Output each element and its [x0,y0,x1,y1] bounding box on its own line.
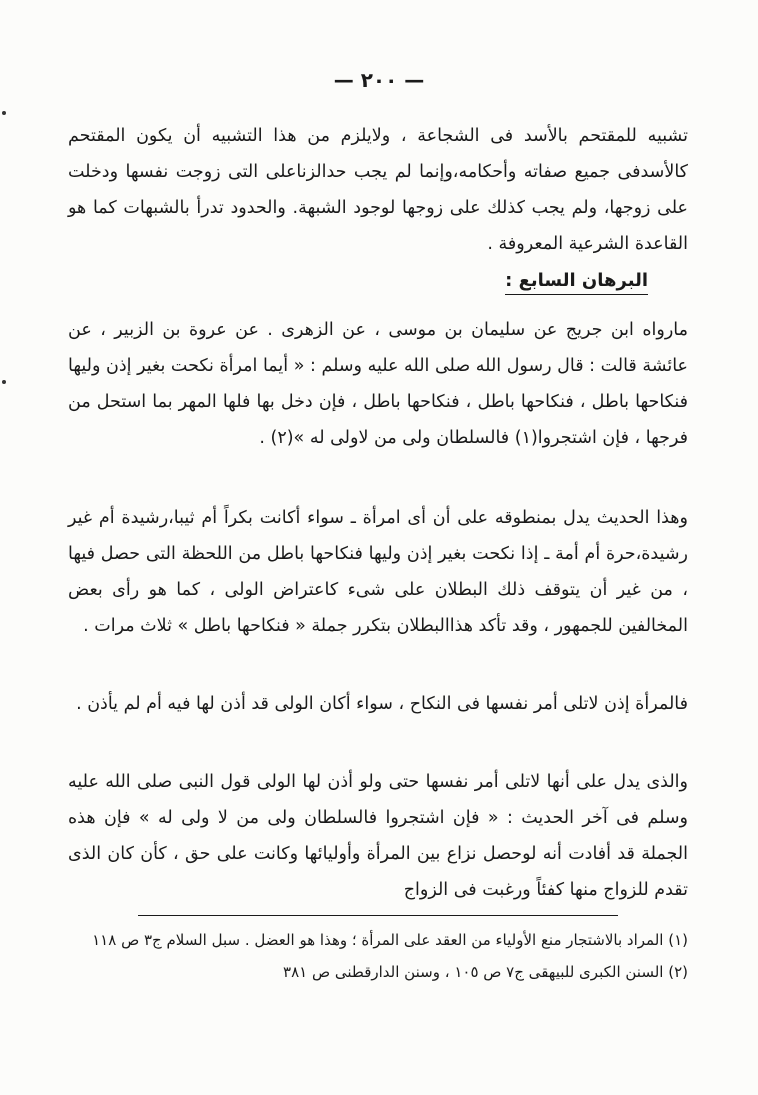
footnotes [68,924,688,988]
paragraph-conclusion: فالمرأة إذن لاتلى أمر نفسها فى النكاح ، سواء أكان الولى قد أذن لها فيه أم لم يأذن . [76,694,688,714]
margin-dot [2,380,6,384]
paragraph-evidence: والذى يدل على أنها لاتلى أمر نفسها حتى ولو أذن لها الولى قول النبى صلى الله عليه وسلم فى آخر الحديث : « فإن اشتجروا فالسلطان ولى من لا ولى له » فإن هذه الجملة قد أفادت أنه لوحصل نزاع بين المرأة وأوليائها وكانت على حق ، كأن كان الذى تقدم للزواج منها كفئاً ورغبت فى الزواج [68,772,688,900]
footnote-2: (٢) السنن الكبرى للبيهقى ج٧ ص ١٠٥ ، وسنن الدارقطنى ص ٣٨١ [283,963,688,981]
footnote-1: (١) المراد بالاشتجار منع الأولياء من العقد على المرأة ؛ وهذا هو العضل . سبل السلام ج٣ ص ١١٨ [92,931,688,949]
paragraph-interpretation: وهذا الحديث يدل بمنطوقه على أن أى امرأة ـ سواء أكانت بكراً أم ثيبا،رشيدة أم غير رشيدة،حرة أم أمة ـ إذا نكحت بغير إذن وليها فنكاحها باطل من اللحظة التى حصل فيها ، من غير أن يتوقف ذلك البطلان على شىء كاعتراض الولى ، كما هو رأى بعض المخالفين للجمهور ، وقد تأكد هذاالبطلان بتكرر جملة « فنكاحها باطل » ثلاث مرات . [68,508,688,636]
paragraph-shubha: تشبيه للمقتحم بالأسد فى الشجاعة ، ولايلزم من هذا التشبيه أن يكون المقتحم كالأسدفى جميع صفاته وأحكامه،وإنما لم يجب حدالزناعلى التى زوجت نفسها ودخلت على زوجها، ولم يجب كذلك على زوجها لوجود الشبهة. والحدود تدرأ بالشبهات كما هو القاعدة الشرعية المعروفة . [68,126,688,254]
footnote-divider [138,915,618,916]
page-number: — ٢٠٠ — [333,68,425,92]
section-heading: البرهان السابع : [505,270,648,295]
margin-dot [2,111,6,115]
paragraph-hadith: مارواه ابن جريج عن سليمان بن موسى ، عن الزهرى . عن عروة بن الزبير ، عن عائشة قالت : قال رسول الله صلى الله عليه وسلم : « أيما امرأة نكحت بغير إذن وليها فنكاحها باطل ، فنكاحها باطل ، فنكاحها باطل ، فإن دخل بها فلها المهر بما استحل من فرجها ، فإن اشتجروا(١) فالسلطان ولى من لاولى له »(٢) . [68,320,688,448]
